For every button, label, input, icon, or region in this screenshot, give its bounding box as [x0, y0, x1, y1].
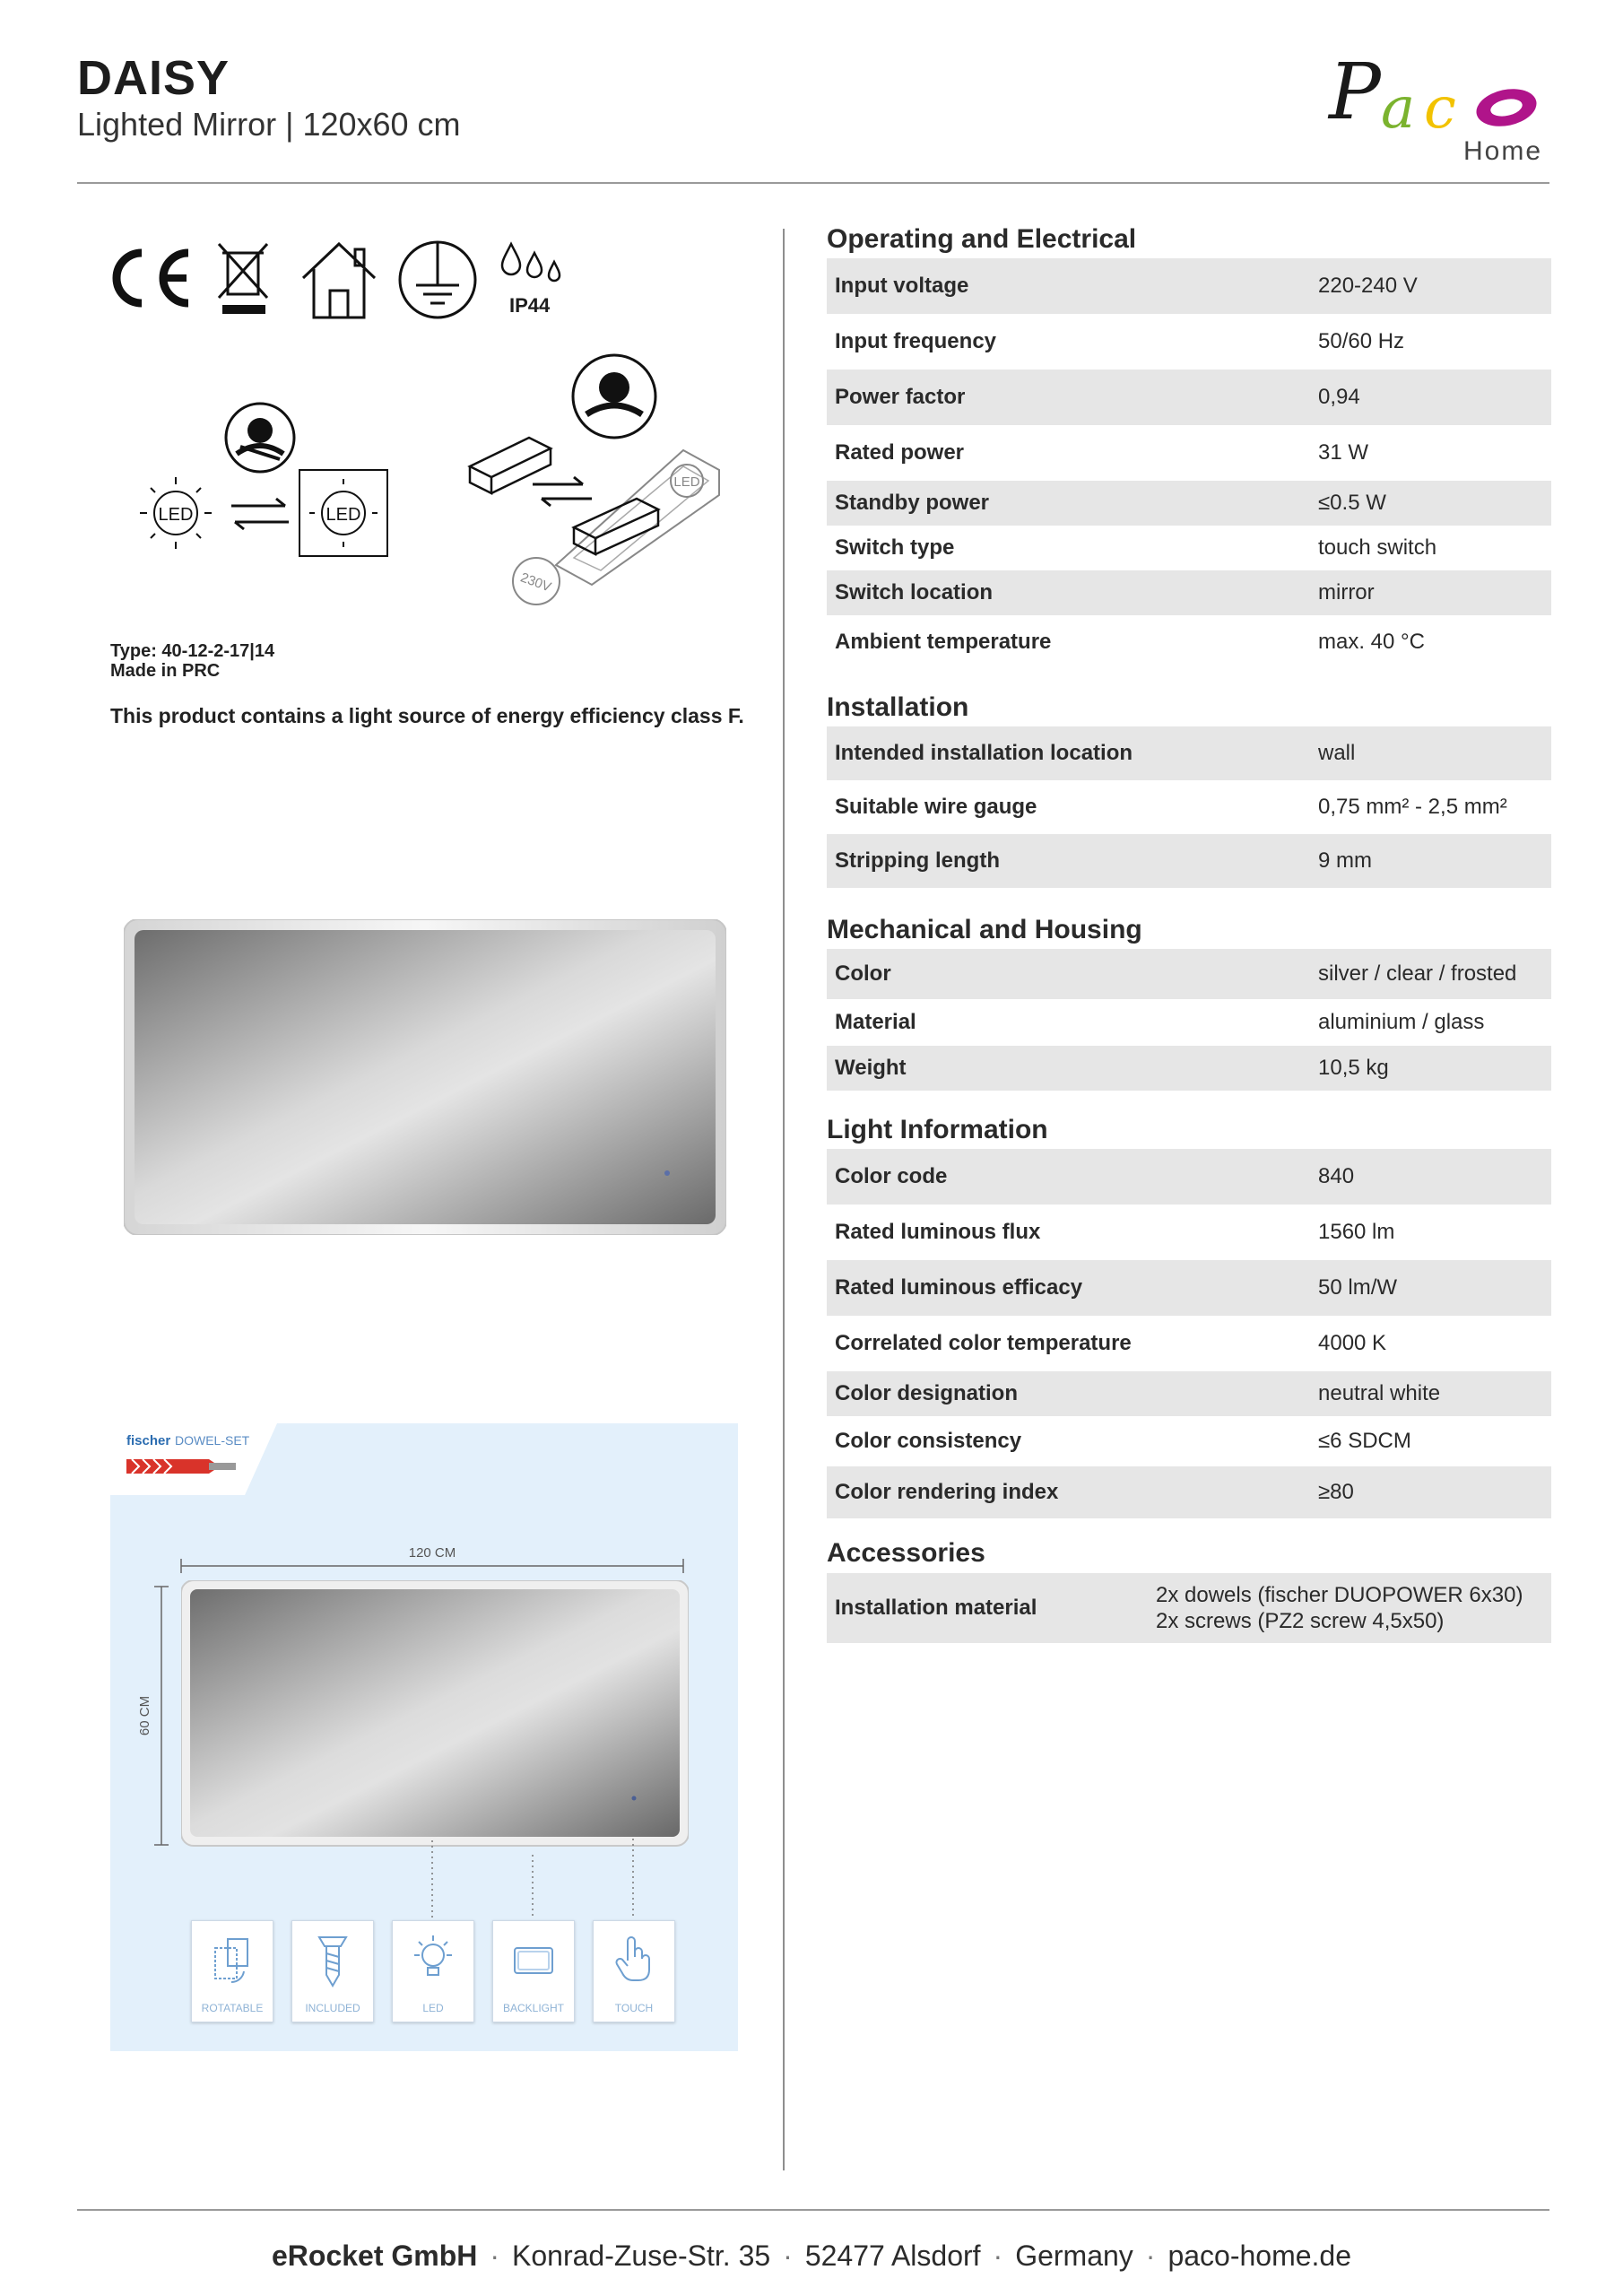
spec-value: 9 mm	[1318, 848, 1372, 873]
indoor-use-icon	[296, 239, 382, 321]
spec-value: max. 40 °C	[1318, 630, 1425, 654]
spec-row-stripping-length	[827, 834, 1551, 888]
spec-label: Stripping length	[835, 848, 1000, 873]
energy-class-statement: This product contains a light source of energy efficiency class F.	[110, 704, 744, 727]
feature-touch	[593, 1920, 675, 2022]
led-label-right: LED	[325, 505, 361, 525]
protection-class-icon	[396, 239, 479, 321]
dowel-set-label: DOWEL-SET	[175, 1433, 250, 1448]
spec-row-material	[827, 999, 1551, 1046]
feature-label-backlight: BACKLIGHT	[502, 2002, 564, 2014]
footer-city: 52477 Alsdorf	[804, 2239, 981, 2272]
accessory-dowels: 2x dowels (fischer DUOPOWER 6x30)	[1156, 1583, 1523, 1607]
spec-value: wall	[1318, 741, 1356, 765]
spec-row-power-factor	[827, 370, 1551, 425]
feature-leader-lines	[421, 1839, 646, 1921]
backlight-icon	[511, 1934, 556, 1984]
spec-row-color-designation	[827, 1371, 1551, 1416]
dowel-set-banner	[110, 1423, 281, 1504]
svg-text:c: c	[1424, 75, 1456, 142]
section-title-installation: Installation	[827, 692, 969, 722]
spec-row-standby-power	[827, 481, 1551, 526]
spec-row-switch-type	[827, 526, 1551, 570]
product-subtitle: Lighted Mirror | 120x60 cm	[77, 106, 461, 143]
feature-label-rotatable: ROTATABLE	[201, 2002, 264, 2014]
footer-street: Konrad-Zuse-Str. 35	[512, 2239, 771, 2272]
light-bulb-icon	[411, 1934, 456, 1984]
mirror-product-photo	[124, 919, 726, 1235]
spec-value: 50/60 Hz	[1318, 329, 1405, 353]
spec-label: Rated luminous efficacy	[835, 1275, 1083, 1300]
screw-icon	[310, 1934, 355, 1987]
spec-label: Suitable wire gauge	[835, 795, 1037, 819]
spec-value: 4000 K	[1318, 1331, 1387, 1355]
spec-label: Color	[835, 961, 891, 986]
spec-value: 220-240 V	[1318, 274, 1418, 298]
spec-value: ≤6 SDCM	[1318, 1429, 1411, 1453]
spec-value: aluminium / glass	[1318, 1010, 1485, 1034]
spec-value: 840	[1318, 1164, 1355, 1188]
driver-led-label: LED	[673, 474, 700, 490]
spec-row-switch-location	[827, 570, 1551, 615]
spec-value: neutral white	[1318, 1381, 1441, 1405]
feature-label-included: INCLUDED	[305, 2002, 360, 2014]
spec-label: Ambient temperature	[835, 630, 1052, 654]
height-dimension	[135, 1583, 170, 1852]
spec-label: Switch location	[835, 580, 994, 604]
made-in: Made in PRC	[110, 661, 221, 681]
ip-rating: IP44	[509, 294, 551, 317]
spec-label: Input voltage	[835, 274, 969, 298]
footer-company: eRocket GmbH	[271, 2239, 478, 2272]
spec-value: ≤0.5 W	[1318, 491, 1386, 515]
spec-value: 31 W	[1318, 440, 1369, 465]
spec-label: Color consistency	[835, 1429, 1022, 1453]
rotate-icon	[210, 1934, 255, 1984]
width-dimension	[170, 1541, 699, 1573]
column-divider	[783, 229, 785, 2170]
spec-label: Rated luminous flux	[835, 1220, 1041, 1244]
spec-row-ambient-temperature	[827, 615, 1551, 669]
feature-label-led: LED	[422, 2002, 444, 2014]
height-label: 60 CM	[137, 1695, 152, 1736]
footer-country: Germany	[1015, 2239, 1133, 2272]
spec-row-color-rendering-index	[827, 1466, 1551, 1518]
spec-label: Switch type	[835, 535, 955, 560]
feature-led	[392, 1920, 474, 2022]
spec-label: Color code	[835, 1164, 948, 1188]
dowel-brand: fischer	[126, 1433, 171, 1448]
spec-row-luminous-efficacy	[827, 1260, 1551, 1316]
spec-row-input-voltage	[827, 258, 1551, 314]
spec-value: 10,5 kg	[1318, 1056, 1389, 1080]
spec-value: 50 lm/W	[1318, 1275, 1398, 1300]
spec-label: Color designation	[835, 1381, 1018, 1405]
spec-row-color-code	[827, 1149, 1551, 1205]
spec-row-rated-power	[827, 425, 1551, 481]
spec-row-installation-location	[827, 726, 1551, 780]
spec-row-color	[827, 949, 1551, 999]
spec-value: touch switch	[1318, 535, 1437, 560]
spec-value: mirror	[1318, 580, 1375, 604]
spec-label: Correlated color temperature	[835, 1331, 1132, 1355]
spec-row-installation-material	[827, 1573, 1551, 1643]
section-title-accessories: Accessories	[827, 1538, 985, 1568]
product-type-code: Type: 40-12-2-17|14	[110, 641, 275, 661]
weee-bin-icon	[213, 240, 276, 321]
spec-label: Rated power	[835, 440, 965, 465]
header-divider	[77, 182, 1549, 184]
voltage-label: 230V	[518, 570, 553, 596]
spec-value-multiline	[1156, 1582, 1523, 1634]
spec-label: Power factor	[835, 385, 966, 409]
spec-label: Standby power	[835, 491, 990, 515]
led-replaceable-diagram	[126, 395, 404, 565]
led-label-left: LED	[158, 505, 194, 525]
svg-text:P: P	[1329, 48, 1381, 137]
ce-mark-icon	[106, 244, 195, 316]
footer-address: eRocket GmbH · Konrad-Zuse-Str. 35 · 52477 Alsdorf · Germany · paco-home.de	[271, 2239, 1352, 2272]
paco-home-logo	[1327, 39, 1560, 165]
water-drops-icon	[499, 240, 570, 294]
spec-row-luminous-flux	[827, 1205, 1551, 1260]
spec-row-color-consistency	[827, 1416, 1551, 1466]
spec-label: Intended installation location	[835, 741, 1133, 765]
spec-label: Installation material	[835, 1596, 1037, 1620]
touch-hand-icon	[612, 1934, 656, 1984]
spec-label: Material	[835, 1010, 916, 1034]
spec-label: Weight	[835, 1056, 907, 1080]
footer-divider	[77, 2209, 1549, 2211]
feature-label-touch: TOUCH	[614, 2002, 654, 2014]
feature-included	[291, 1920, 374, 2022]
feature-backlight	[492, 1920, 575, 2022]
footer-website-link[interactable]: paco-home.de	[1167, 2239, 1352, 2272]
logo-home-text: Home	[1463, 136, 1543, 165]
section-title-light-information: Light Information	[827, 1115, 1048, 1144]
spec-label: Color rendering index	[835, 1480, 1059, 1504]
width-label: 120 CM	[408, 1545, 456, 1561]
svg-text:a: a	[1381, 75, 1416, 142]
spec-value: 1560 lm	[1318, 1220, 1395, 1244]
spec-row-input-frequency	[827, 314, 1551, 370]
spec-row-weight	[827, 1046, 1551, 1091]
driver-replaceable-diagram	[457, 350, 735, 610]
spec-label: Input frequency	[835, 329, 997, 353]
spec-row-color-temperature	[827, 1316, 1551, 1371]
spec-value: 0,75 mm² - 2,5 mm²	[1318, 795, 1507, 819]
section-title-mechanical-housing: Mechanical and Housing	[827, 915, 1142, 944]
product-title: DAISY	[77, 51, 230, 105]
spec-value: silver / clear / frosted	[1318, 961, 1517, 986]
spec-value: ≥80	[1318, 1480, 1354, 1504]
spec-row-wire-gauge	[827, 780, 1551, 834]
section-title-operating-electrical: Operating and Electrical	[827, 224, 1137, 254]
accessory-screws: 2x screws (PZ2 screw 4,5x50)	[1156, 1609, 1445, 1633]
mirror-dimension-drawing	[181, 1580, 689, 1849]
feature-rotatable	[191, 1920, 273, 2022]
spec-value: 0,94	[1318, 385, 1360, 409]
